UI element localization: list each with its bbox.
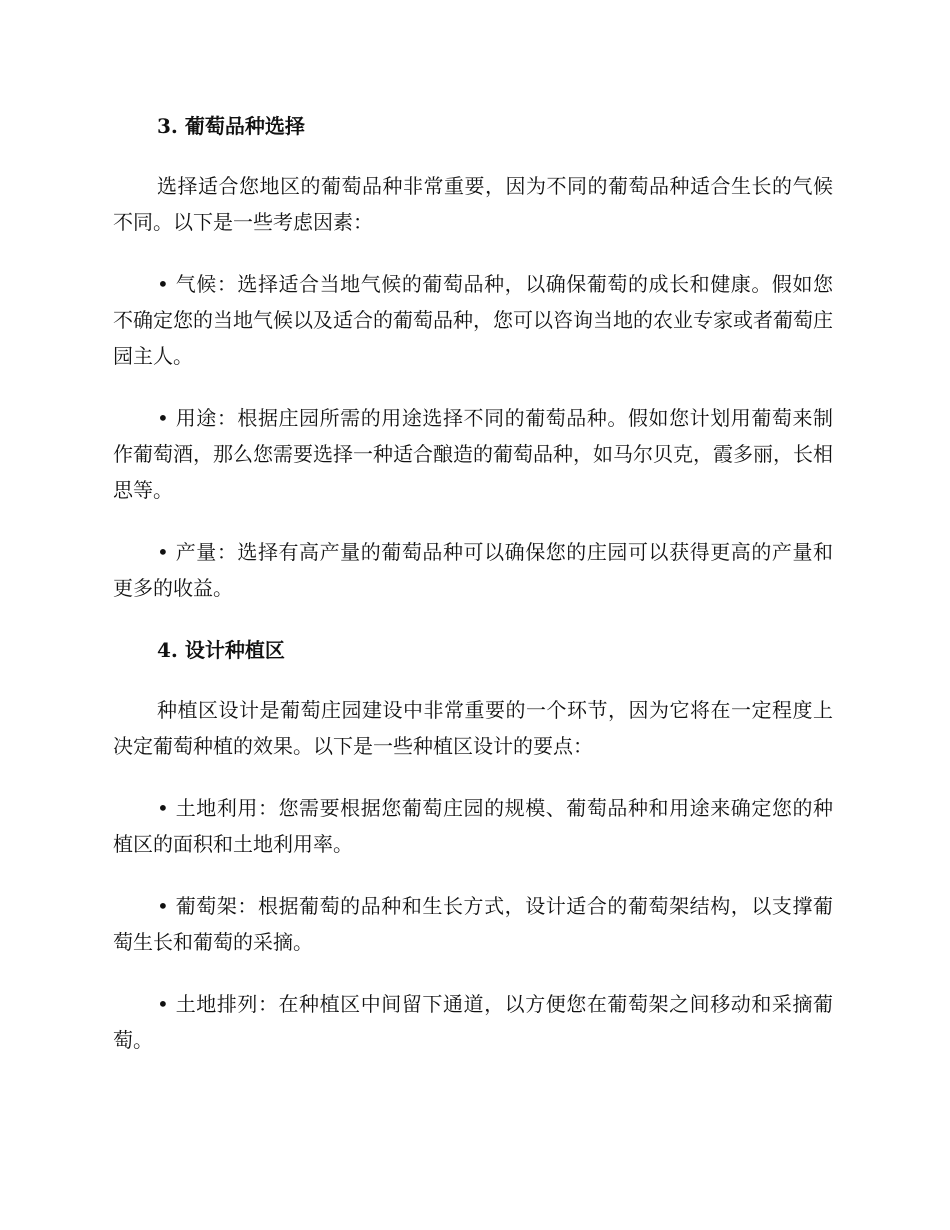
bullet-land-use: • 土地利用：您需要根据您葡萄庄园的规模、葡萄品种和用途来确定您的种植区的面积和土地利用率。 xyxy=(113,796,833,856)
section-intro-grape-variety: 选择适合您地区的葡萄品种非常重要，因为不同的葡萄品种适合生长的气候不同。以下是一些考虑因素： xyxy=(113,174,833,234)
bullet-yield: • 产量：选择有高产量的葡萄品种可以确保您的庄园可以获得更高的产量和更多的收益。 xyxy=(113,540,833,600)
bullet-trellis: • 葡萄架：根据葡萄的品种和生长方式，设计适合的葡萄架结构，以支撑葡萄生长和葡萄的采摘。 xyxy=(113,894,833,954)
section-intro-planting-area: 种植区设计是葡萄庄园建设中非常重要的一个环节，因为它将在一定程度上决定葡萄种植的效果。以下是一些种植区设计的要点： xyxy=(113,698,833,758)
bullet-climate: • 气候：选择适合当地气候的葡萄品种，以确保葡萄的成长和健康。假如您不确定您的当地气候以及适合的葡萄品种，您可以咨询当地的农业专家或者葡萄庄园主人。 xyxy=(113,272,833,368)
section-heading-planting-area: 4. 设计种植区 xyxy=(157,638,285,662)
document-page xyxy=(113,108,833,1058)
section-heading-grape-variety: 3. 葡萄品种选择 xyxy=(157,114,305,138)
bullet-purpose: • 用途：根据庄园所需的用途选择不同的葡萄品种。假如您计划用葡萄来制作葡萄酒，那么您需要选择一种适合酿造的葡萄品种，如马尔贝克，霞多丽，长相思等。 xyxy=(113,406,833,502)
bullet-land-layout: • 土地排列：在种植区中间留下通道，以方便您在葡萄架之间移动和采摘葡萄。 xyxy=(113,992,833,1052)
